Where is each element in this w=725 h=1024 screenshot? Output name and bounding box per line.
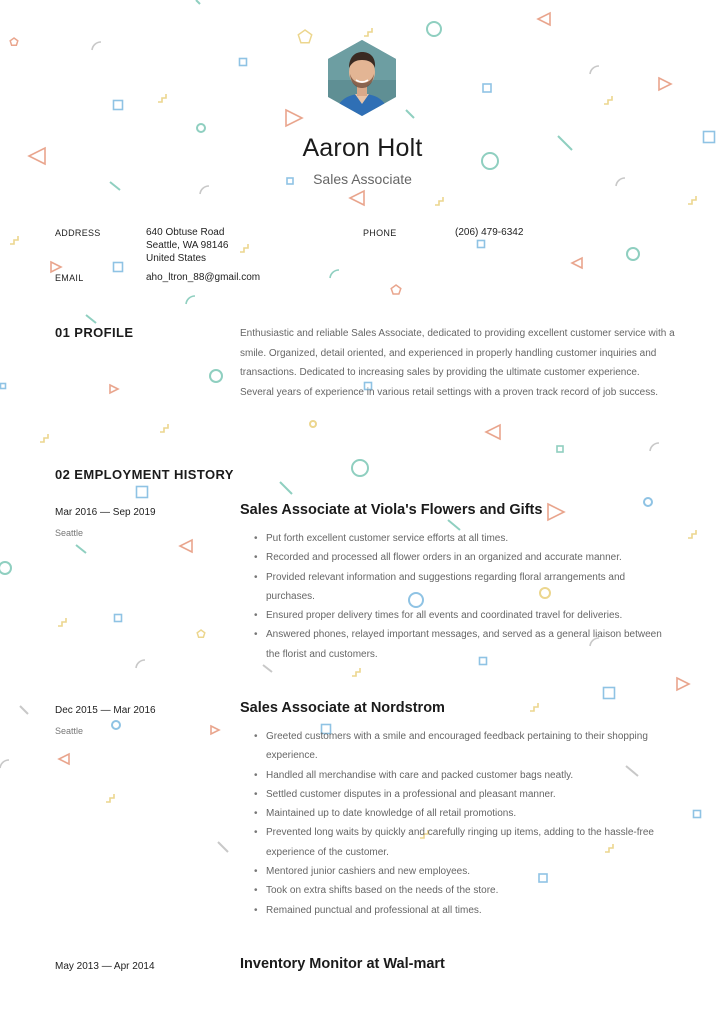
job-duty: • Handled all merchandise with care and packed customer bags neatly.	[254, 766, 676, 785]
address-line: 640 Obtuse Road	[146, 227, 225, 238]
job-title: Inventory Monitor at Wal-mart	[240, 956, 445, 972]
address-line: United States	[146, 253, 207, 264]
job-dates: May 2013 — Apr 2014	[55, 961, 155, 972]
job-duty: • Provided relevant information and suggestions regarding floral arrangements and purchases.	[254, 568, 676, 607]
job-title: Sales Associate at Nordstrom	[240, 700, 445, 716]
email-label: EMAIL	[55, 273, 84, 283]
job-duties-list	[254, 529, 676, 664]
address-line: Seattle, WA 98146	[146, 240, 229, 251]
email-value: aho_ltron_88@gmail.com	[146, 272, 261, 283]
job-duty: • Recorded and processed all flower orders in an organized and accurate manner.	[254, 548, 676, 567]
address-label: ADDRESS	[55, 228, 101, 238]
job-title: Sales Associate at Viola's Flowers and Gifts	[240, 502, 543, 518]
job-duties-list	[254, 727, 676, 920]
job-duty: • Greeted customers with a smile and encouraged feedback pertaining to their shopping experience.	[254, 727, 676, 766]
address-value	[146, 226, 228, 265]
job-duty: • Took on extra shifts based on the needs of the store.	[254, 881, 676, 900]
job-duty: • Prevented long waits by quickly and carefully ringing up items, adding to the hassle-free experience of the customer.	[254, 823, 676, 862]
candidate-job-title: Sales Associate	[313, 171, 412, 187]
profile-section-title: 01 PROFILE	[55, 325, 134, 340]
job-duty: • Remained punctual and professional at all times.	[254, 901, 676, 920]
phone-label: PHONE	[363, 228, 397, 238]
job-dates: Dec 2015 — Mar 2016	[55, 705, 156, 716]
profile-photo-avatar	[328, 40, 396, 116]
job-duty: • Mentored junior cashiers and new employees.	[254, 862, 676, 881]
job-city: Seattle	[55, 528, 84, 538]
job-duty: • Answered phones, relayed important messages, and served as a general liaison between the florist and customers.	[254, 625, 676, 664]
job-city: Seattle	[55, 726, 84, 736]
job-duty: • Maintained up to date knowledge of all retail promotions.	[254, 804, 676, 823]
profile-summary: Enthusiastic and reliable Sales Associate, dedicated to providing excellent customer service with a smile. Organized, detail oriented, and experienced in properly handling customer inquiries and transactions. Dedicated to increasing sales by providing the ultimate customer experience. Several years of experience in various retail settings with a proven track record of job success.	[240, 328, 675, 398]
job-duty: • Put forth excellent customer service efforts at all times.	[254, 529, 676, 548]
employment-section-title: 02 EMPLOYMENT HISTORY	[55, 467, 234, 482]
phone-value: (206) 479-6342	[455, 227, 524, 238]
job-duty: • Settled customer disputes in a professional and pleasant manner.	[254, 785, 676, 804]
job-dates: Mar 2016 — Sep 2019	[55, 507, 156, 518]
candidate-name: Aaron Holt	[302, 134, 423, 162]
job-duty: • Ensured proper delivery times for all events and coordinated travel for deliveries.	[254, 606, 676, 625]
